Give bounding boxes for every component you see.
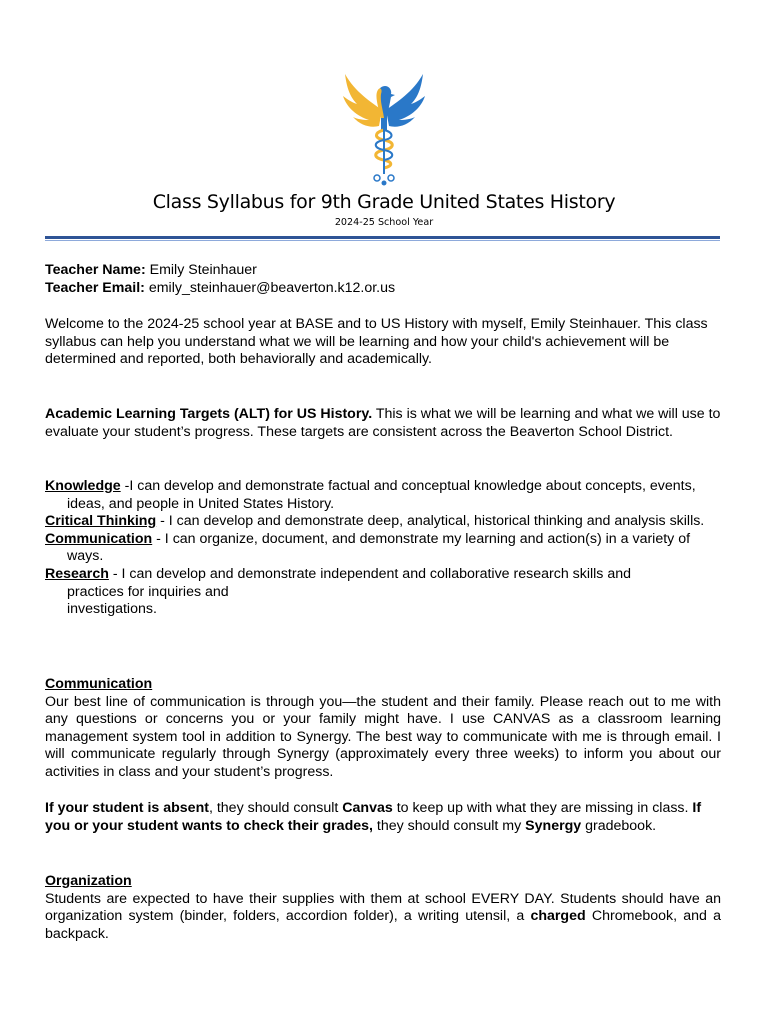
communication-heading: Communication (45, 676, 153, 692)
organization-text-2: Chromebook, and a backpack. (45, 908, 721, 942)
communication-body: Our best line of communication is through you—the student and their family. Please reach out to me with any questions or concerns you or your family might have. I use CANVAS as a classroom learning management system tool in addition to Synergy. The best way to communicate with me is through email. I will communicate regularly through Synergy (approximately every three weeks) to inform you about our activities in class and your student’s progress. (45, 693, 721, 780)
target-text: - I can develop and demonstrate independent and collaborative research skills and practices for inquiries and (67, 565, 632, 600)
target-critical-thinking (45, 513, 721, 531)
teacher-name-line (45, 262, 721, 280)
absent-text: , they should consult (208, 800, 343, 816)
welcome-paragraph: Welcome to the 2024-25 school year at BASE and to US History with myself, Emily Steinhauer. This class syllabus can help you understand what we will be learning and how your child's achievement will be determined and reported, both behaviorally and academically. (45, 316, 708, 368)
absent-text-2: to keep up with what they are missing in class. (392, 800, 693, 816)
organization-section (45, 873, 721, 943)
teacher-info (45, 262, 721, 297)
learning-targets-list (45, 478, 721, 619)
organization-text: Students are expected to have their supplies with them at school EVERY DAY. Students should have an organization system (binder, folders, accordion folder), a writing utensil, a (45, 890, 721, 925)
alt-intro (45, 406, 721, 441)
alt-heading: Academic Learning Targets (ALT) for US History. (45, 406, 373, 422)
canvas-bold: Canvas (342, 800, 393, 816)
page-title: Class Syllabus for 9th Grade United States History (152, 191, 616, 213)
target-communication (45, 531, 721, 566)
target-research (45, 566, 721, 601)
absent-bold: If your student is absent (45, 800, 209, 816)
target-text: - I can develop and demonstrate deep, analytical, historical thinking and analysis skills. (156, 513, 705, 530)
target-name: Knowledge (45, 478, 121, 494)
communication-section (45, 676, 721, 782)
teacher-email[interactable]: emily_steinhauer@beaverton.k12.or.us (144, 279, 396, 296)
teacher-email-line (45, 280, 721, 298)
header-divider (45, 236, 720, 239)
target-text: -I can develop and demonstrate factual and conceptual knowledge about concepts, events, ideas, and people in United States History. (67, 478, 696, 512)
charged-bold: charged (530, 908, 586, 925)
grades-bold: If you or your student wants to check their grades, (45, 800, 702, 834)
target-name: Critical Thinking (45, 513, 157, 530)
organization-heading: Organization (45, 873, 132, 889)
page-subtitle: 2024-25 School Year (334, 217, 434, 228)
teacher-name-label: Teacher Name: (45, 262, 146, 278)
synergy-bold: Synergy (525, 817, 582, 834)
target-research-continuation: investigations. (67, 601, 157, 618)
alt-intro-text: This is what we will be learning and what we will use to evaluate your student’s progress. These targets are consistent across the Beaverton School District. (45, 406, 721, 440)
organization-body (45, 891, 721, 944)
phoenix-logo-icon (337, 66, 431, 188)
target-name: Research (45, 565, 109, 582)
target-text: - I can organize, document, and demonstrate my learning and action(s) in a variety of ways. (67, 530, 691, 565)
teacher-email-label: Teacher Email: (45, 279, 145, 296)
absent-paragraph (45, 800, 721, 835)
teacher-name: Emily Steinhauer (145, 262, 257, 278)
target-knowledge (45, 478, 721, 513)
header-divider-thin (45, 240, 720, 241)
gradebook-text: gradebook. (581, 817, 657, 834)
target-name: Communication (45, 530, 153, 547)
grades-text: they should consult my (372, 817, 526, 834)
